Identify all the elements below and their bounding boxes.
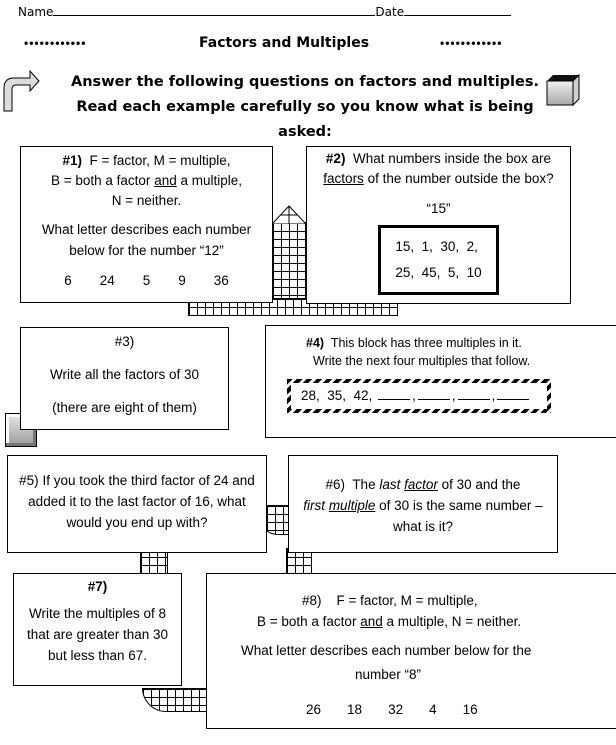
q4-sequence: 28, 35, 42,	[301, 388, 373, 403]
q8-value: 32	[388, 702, 404, 717]
title-dots-right: ••••••••••••	[440, 36, 503, 50]
q3-number: #3)	[114, 334, 135, 349]
q2-number-box	[378, 225, 498, 295]
q8-value: 16	[462, 702, 478, 717]
q6-line-2: first multiple of 30 is the same number –	[303, 498, 543, 513]
q8-legend-line-1: #8) F = factor, M = multiple,	[302, 593, 478, 608]
q7-line-3: but less than 67.	[47, 648, 148, 663]
grid-arrow-head-decoration	[272, 205, 306, 224]
q8-values	[207, 699, 616, 720]
q1-value: 9	[178, 273, 186, 288]
name-field[interactable]	[53, 3, 375, 16]
grid-curve-decoration-3	[142, 688, 210, 712]
q3-line-1: Write all the factors of 30	[49, 367, 200, 382]
q1-number: #1)	[62, 153, 82, 168]
q2-line-2: factors of the number outside the box?	[323, 171, 554, 186]
q4-line-2: Write the next four multiples that follow.	[313, 354, 531, 368]
q4-answer-blank[interactable]	[497, 387, 529, 400]
q8-prompt-line-1: What letter describes each number below for the	[241, 643, 532, 658]
q1-legend-line-3: N = neither.	[111, 193, 182, 208]
q5-text: If you took the third factor of 24 and added it to the last factor of 16, what would you end up with?	[28, 473, 255, 530]
q4-answer-blank[interactable]	[458, 387, 490, 400]
q1-legend-line-1: F = factor, M = multiple,	[89, 153, 231, 168]
q2-target-number: “15”	[426, 201, 451, 216]
question-3-box	[20, 327, 229, 430]
instructions	[50, 70, 560, 145]
name-label: Name	[18, 5, 54, 19]
q1-value: 36	[213, 273, 229, 288]
question-8-box	[206, 573, 616, 729]
page-title: Factors and Multiples	[199, 35, 370, 51]
question-5-box	[7, 455, 267, 553]
instructions-line-2: Read each example carefully so you know what is being asked:	[76, 99, 534, 140]
q1-values	[21, 271, 272, 291]
q2-line-1: What numbers inside the box are	[352, 151, 552, 166]
q3-line-2: (there are eight of them)	[52, 400, 197, 415]
q8-value: 18	[347, 702, 363, 717]
question-6-box	[288, 455, 558, 553]
name-date-header	[18, 3, 511, 19]
q2-number: #2)	[325, 151, 346, 166]
title-dots-left: ••••••••••••	[24, 36, 87, 50]
q7-number: #7)	[87, 579, 108, 594]
cube-icon	[545, 73, 581, 107]
date-field[interactable]	[404, 3, 511, 16]
question-7-box	[13, 573, 182, 686]
date-label: Date	[375, 5, 405, 19]
q6-line-3: what is it?	[392, 519, 454, 534]
q8-legend-line-2: B = both a factor and a multiple, N = neither.	[257, 614, 522, 629]
q4-answer-blank[interactable]	[418, 387, 450, 400]
q8-value: 4	[429, 702, 437, 717]
question-4-box	[265, 325, 616, 438]
q5-number: #5)	[19, 473, 39, 488]
q8-prompt-line-2: number “8”	[355, 667, 422, 682]
q1-legend-line-2: B = both a factor and a multiple,	[50, 173, 242, 188]
q4-number: #4)	[306, 336, 325, 350]
q8-value: 26	[306, 702, 322, 717]
q2-number-row: 25, 45, 5, 10	[395, 265, 482, 280]
q1-prompt: What letter describes each number below for the number “12”	[41, 222, 252, 258]
q4-sequence-block: 28, 35, 42, , , ,	[287, 379, 551, 413]
q4-answer-blank[interactable]	[378, 387, 410, 400]
question-2-box	[306, 146, 571, 304]
q1-value: 5	[142, 273, 151, 288]
instructions-line-1: Answer the following questions on factors and multiples.	[71, 74, 539, 90]
q2-number-row: 15, 1, 30, 2,	[395, 239, 478, 254]
q1-value: 6	[64, 273, 72, 288]
bent-arrow-icon	[3, 68, 41, 112]
q1-value: 24	[99, 273, 115, 288]
q4-line-1: This block has three multiples in it.	[330, 336, 522, 350]
question-1-box	[20, 146, 273, 303]
q7-line-1: Write the multiples of 8	[28, 606, 167, 621]
q6-line-1: #6) The last factor of 30 and the	[325, 477, 521, 492]
q7-line-2: that are greater than 30	[26, 627, 169, 642]
